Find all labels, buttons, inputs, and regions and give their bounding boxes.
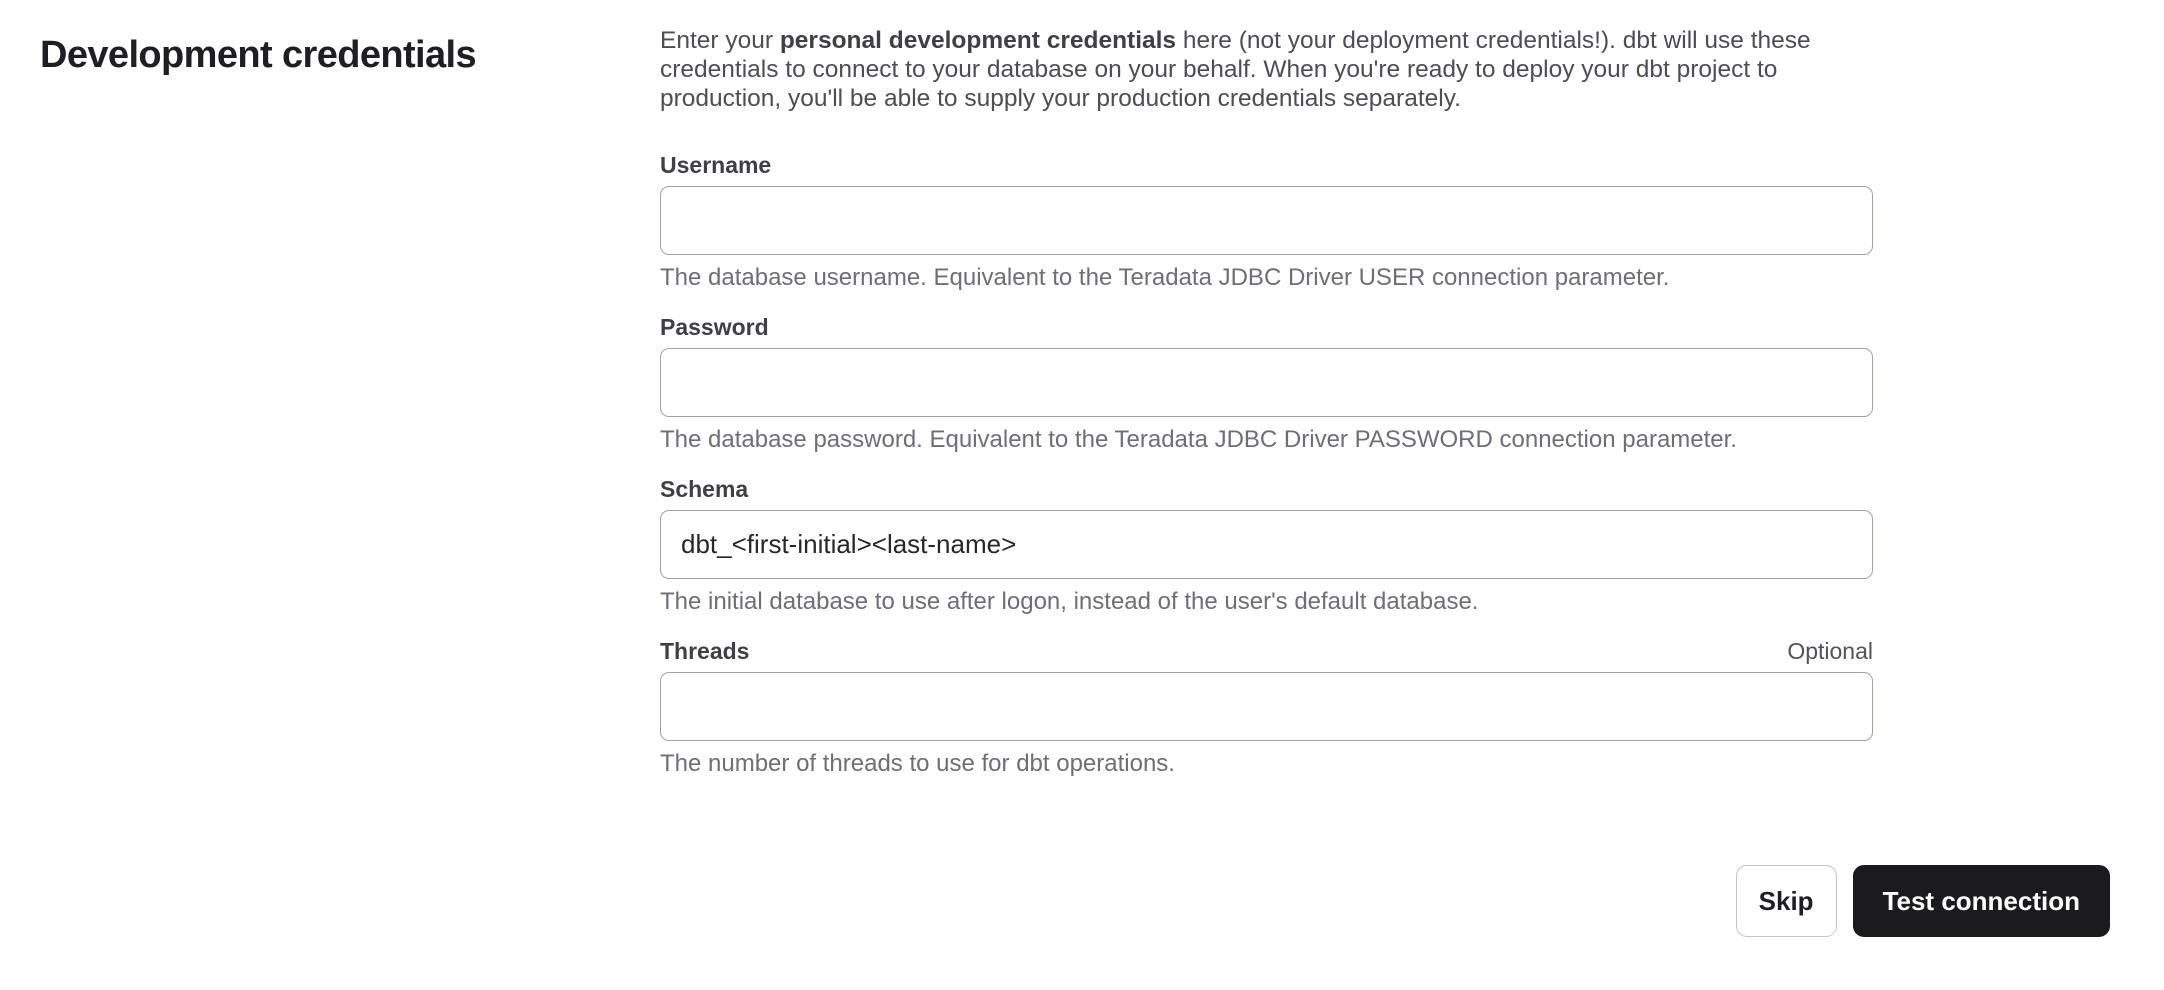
credentials-form	[660, 26, 1873, 800]
schema-helper-text: The initial database to use after logon, instead of the user's default database.	[660, 588, 1479, 615]
description-text-suffix: here (not your deployment credentials!). dbt will use these credentials to connect to your database on your behalf. When you're ready to deploy your dbt project to production, you'll be able to supply your production credentials separately.	[660, 27, 1811, 112]
username-helper-text: The database username. Equivalent to the Teradata JDBC Driver USER connection parameter.	[660, 264, 1670, 291]
description-text-prefix: Enter your	[660, 27, 780, 54]
schema-label-row	[660, 476, 1873, 502]
form-actions	[1736, 865, 2110, 937]
password-helper-text: The database password. Equivalent to the Teradata JDBC Driver PASSWORD connection parameter.	[660, 426, 1737, 453]
password-label-row	[660, 314, 1873, 340]
field-password	[660, 314, 1873, 453]
skip-button[interactable]: Skip	[1736, 865, 1837, 937]
username-input[interactable]	[660, 186, 1873, 255]
test-connection-button[interactable]: Test connection	[1853, 865, 2110, 937]
description-text-bold: personal development credentials	[779, 27, 1177, 54]
schema-input[interactable]	[660, 510, 1873, 579]
page-title: Development credentials	[40, 34, 477, 76]
username-label: Username	[660, 152, 772, 178]
threads-helper-text: The number of threads to use for dbt operations.	[660, 750, 1175, 777]
threads-label: Threads	[660, 638, 750, 664]
field-threads	[660, 638, 1873, 777]
field-username	[660, 152, 1873, 291]
threads-label-row	[660, 638, 1873, 664]
schema-label: Schema	[660, 476, 749, 502]
threads-optional-badge: Optional	[1787, 638, 1873, 664]
password-label: Password	[660, 314, 769, 340]
page-description	[660, 26, 1873, 113]
threads-input[interactable]	[660, 672, 1873, 741]
password-input[interactable]	[660, 348, 1873, 417]
field-schema	[660, 476, 1873, 615]
username-label-row	[660, 152, 1873, 178]
